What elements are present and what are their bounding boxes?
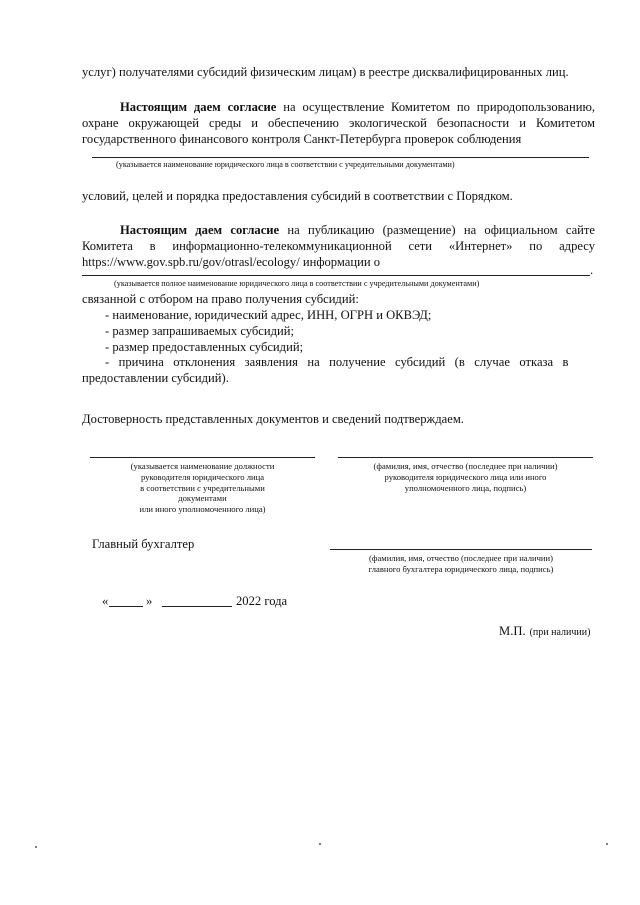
accountant-name-signature-field[interactable] bbox=[330, 549, 592, 550]
consent1-line2: охране окружающей среды и обеспечению экологической безопасности и Комитетом bbox=[82, 116, 595, 130]
bullet-item-4: - причина отклонения заявления на получение субсидий (в случае отказа в bbox=[105, 355, 569, 369]
consent2-line3: https://www.gov.spb.ru/gov/otrasl/ecology/ информации о bbox=[82, 255, 381, 269]
confirmation-text: Достоверность представленных документов и сведений подтверждаем. bbox=[82, 412, 464, 426]
bullet-item-4-cont: предоставлении субсидий). bbox=[82, 371, 229, 385]
chief-accountant-label: Главный бухгалтер bbox=[92, 537, 195, 551]
consent1-line1-rest: на осуществление Комитетом по природопользованию, bbox=[283, 100, 596, 114]
signature-right-caption: (фамилия, имя, отчество (последнее при наличии) руководителя юридического лица или иного уполномоченного лица, подпись) bbox=[373, 461, 558, 493]
consent1-caption: (указывается наименование юридического лица в соответствии с учредительными документами) bbox=[116, 160, 455, 169]
consent1-line3: государственного финансового контроля Санкт-Петербурга проверок соблюдения bbox=[82, 132, 522, 146]
consent1-line4: условий, целей и порядка предоставления субсидий в соответствии с Порядком. bbox=[82, 189, 513, 203]
scan-speck bbox=[35, 846, 37, 848]
date-open-quote: « bbox=[102, 594, 109, 608]
consent2-line1 bbox=[82, 222, 595, 238]
position-field[interactable] bbox=[90, 457, 315, 458]
date-close-quote: » bbox=[146, 594, 153, 608]
bullet-item: - размер запрашиваемых субсидий; bbox=[105, 324, 295, 338]
scan-speck bbox=[606, 843, 608, 845]
director-name-signature-field[interactable] bbox=[338, 457, 593, 458]
consent1-line1 bbox=[82, 99, 595, 115]
legal-entity-name-field-1[interactable] bbox=[92, 157, 589, 158]
line-end-dot: . bbox=[590, 263, 594, 277]
date-day-field[interactable] bbox=[109, 606, 143, 607]
consent1-bold: Настоящим даем согласие bbox=[120, 100, 277, 114]
bullet-item: - наименование, юридический адрес, ИНН, ОГРН и ОКВЭД; bbox=[105, 308, 432, 322]
consent2-line2: Комитета в информационно-телекоммуникационной сети «Интернет» по адресу bbox=[82, 239, 595, 253]
intro-line: услуг) получателями субсидий физическим лицам) в реестре дисквалифицированных лиц. bbox=[82, 65, 569, 79]
consent2-line4: связанной с отбором на право получения субсидий: bbox=[82, 292, 359, 306]
consent2-caption: (указывается полное наименование юридического лица в соответствии с учредительными документами) bbox=[114, 279, 480, 288]
bullet-item: - размер предоставленных субсидий; bbox=[105, 340, 304, 354]
stamp-place bbox=[499, 622, 590, 640]
legal-entity-full-name-field[interactable] bbox=[82, 275, 590, 276]
signature-left-caption: (указывается наименование должности руководителя юридического лица в соответствии с учредительными документами или иного уполномоченного лица) bbox=[130, 461, 275, 515]
consent2-line1-rest: на публикацию (размещение) на официальном сайте bbox=[287, 223, 595, 237]
stamp-label: М.П. bbox=[499, 624, 526, 638]
stamp-note: (при наличии) bbox=[529, 627, 591, 638]
accountant-caption: (фамилия, имя, отчество (последнее при наличии) главного бухгалтера юридического лица, подпись) bbox=[368, 553, 554, 574]
date-year: 2022 года bbox=[236, 594, 288, 608]
scan-speck bbox=[319, 843, 321, 845]
date-month-field[interactable] bbox=[162, 606, 232, 607]
consent2-bold: Настоящим даем согласие bbox=[120, 223, 280, 237]
